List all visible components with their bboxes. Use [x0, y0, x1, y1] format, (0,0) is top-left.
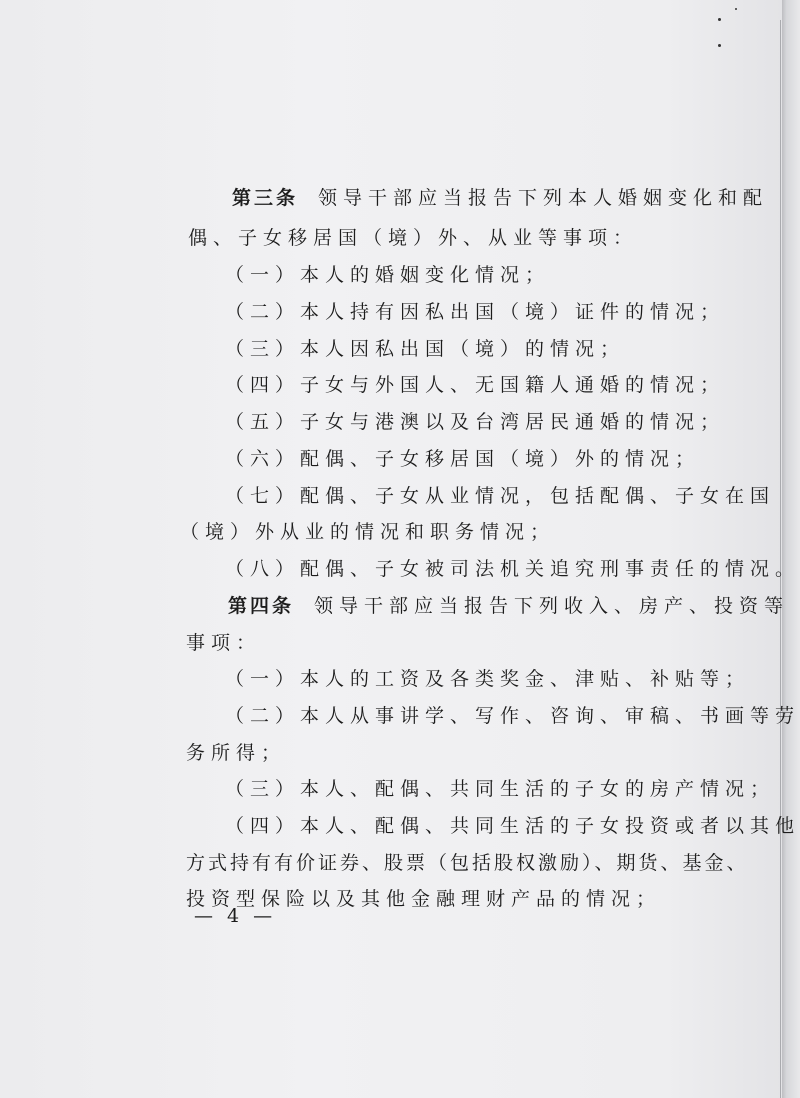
article-3-item-2: （二）本人持有因私出国（境）证件的情况； [225, 301, 726, 323]
article-3-item-1: （一）本人的婚姻变化情况； [225, 264, 551, 286]
article-3-item-4: （四）子女与外国人、无国籍人通婚的情况； [225, 374, 726, 396]
article-4-item-3: （三）本人、配偶、共同生活的子女的房产情况； [225, 778, 776, 800]
scan-speck [718, 18, 721, 21]
article-3-label: 第三条 [232, 187, 299, 209]
page-edge-shadow [782, 0, 800, 1098]
scan-speck [735, 8, 737, 10]
article-3-item-3: （三）本人因私出国（境）的情况； [225, 338, 626, 360]
article-3-item-5: （五）子女与港澳以及台湾居民通婚的情况； [225, 411, 726, 433]
article-4-text: 领导干部应当报告下列收入、房产、投资等 [314, 595, 790, 617]
article-4-item-2-cont: 务所得； [186, 742, 287, 764]
article-3-text: 领导干部应当报告下列本人婚姻变化和配 [318, 187, 769, 209]
article-4-item-4-cont-1: 方式持有有价证券、股票（包括股权激励）、期货、基金、 [186, 852, 749, 874]
article-4-line-2: 事项： [186, 632, 262, 654]
article-4-item-4-cont-2: 投资型保险以及其他金融理财产品的情况； [186, 888, 662, 910]
article-4-item-1: （一）本人的工资及各类奖金、津贴、补贴等； [225, 668, 751, 690]
article-3-line-1 [232, 186, 768, 210]
article-3-line-2: 偶、子女移居国（境）外、从业等事项： [188, 227, 639, 249]
article-3-item-7: （七）配偶、子女从业情况，包括配偶、子女在国 [225, 485, 776, 507]
article-4-label: 第四条 [228, 595, 295, 617]
article-3-item-7-cont: （境）外从业的情况和职务情况； [180, 521, 556, 543]
article-3-item-6: （六）配偶、子女移居国（境）外的情况； [225, 448, 701, 470]
page-number: — 4 — [194, 905, 277, 927]
article-4-item-2: （二）本人从事讲学、写作、咨询、审稿、书画等劳 [225, 705, 800, 727]
article-4-item-4: （四）本人、配偶、共同生活的子女投资或者以其他 [225, 815, 800, 837]
scan-speck [718, 44, 721, 47]
article-3-item-8: （八）配偶、子女被司法机关追究刑事责任的情况。 [225, 558, 800, 580]
article-4-line-1 [228, 594, 789, 618]
